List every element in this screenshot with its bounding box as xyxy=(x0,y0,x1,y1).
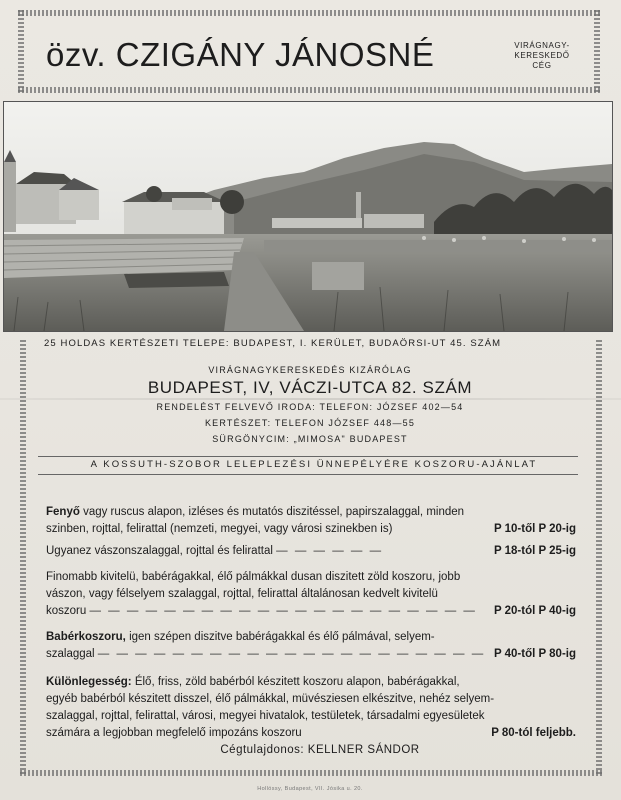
right-body-border-decoration xyxy=(596,340,602,776)
offer-text: vagy ruscus alapon, izléses és mutatós diszitéssel, papirszalaggal, minden xyxy=(79,506,465,518)
shop-intro: VIRÁGNAGYKERESKEDÉS KIZÁRÓLAG xyxy=(208,365,412,375)
offer-text: számára a legjobban megfelelő impozáns koszoru xyxy=(46,727,302,739)
offer-price: P 80-tól feljebb. xyxy=(491,727,576,739)
offer-text: vászon, vagy félselyem szalaggal, rojttal, felirattal általánosan kedvelt kivitelü xyxy=(46,588,438,600)
left-body-border-decoration xyxy=(20,340,26,776)
telegram-address: SÜRGÖNYCIM: „MIMOSA" BUDAPEST xyxy=(212,434,408,444)
offer-name: Különlegesség: xyxy=(46,676,132,688)
dash-leader: — — — — — — xyxy=(276,545,384,557)
offer-item xyxy=(46,674,576,742)
left-header-border-decoration xyxy=(18,10,24,92)
office-phone: RENDELÉST FELVEVŐ IRODA: TELEFON: JÓZSEF 402—54 xyxy=(156,402,464,412)
garden-phone: KERTÉSZET: TELEFON JÓZSEF 448—55 xyxy=(204,418,416,428)
offer-price: P 10-től P 20-ig xyxy=(493,523,576,535)
dash-leader: — — — — — — — — — — — — — — — — — — — — — xyxy=(97,648,486,660)
offer-item xyxy=(46,504,576,538)
offer-text: koszoru xyxy=(46,605,87,617)
owner-line: Cégtulajdonos: KELLNER SÁNDOR xyxy=(220,744,420,756)
nursery-location: 25 HOLDAS KERTÉSZETI TELEPE: BUDAPEST, I. KERÜLET, BUDAÖRSI-UT 45. SZÁM xyxy=(44,338,502,349)
printer-imprint: Hollóssy, Budapest, VII. Jósika u. 20. xyxy=(257,786,363,792)
offer-name: Babérkoszoru, xyxy=(46,631,126,643)
header xyxy=(46,36,606,84)
top-border-decoration xyxy=(18,10,600,16)
offer-price: P 20-tól P 40-ig xyxy=(493,605,576,617)
offer-price: P 40-től P 80-ig xyxy=(493,648,576,660)
dash-leader: — — — — — — — — — — — — — — — — — — — — — xyxy=(89,605,477,617)
offer-item xyxy=(46,569,576,620)
shop-address: BUDAPEST, IV, VÁCZI-UTCA 82. SZÁM xyxy=(147,378,473,397)
nursery-photograph xyxy=(3,101,613,332)
company-subtitle xyxy=(502,41,582,71)
offer-text: egyéb babérból készitett disszel, élő pálmákkal, müvésziesen elkészitve, nehéz selyem- xyxy=(46,693,495,705)
subtitle-line: KERESKEDŐ xyxy=(514,51,570,60)
offer-text: Finomabb kivitelü, babérágakkal, élő pálmákkal dusan diszitett zöld koszoru, jobb xyxy=(46,571,461,583)
paper-fold xyxy=(0,398,621,400)
offer-price: P 18-tól P 25-ig xyxy=(493,545,576,557)
offer-text: Élő, friss, zöld babérból készitett koszoru alapon, babérágakkal, xyxy=(131,676,460,688)
offer-text: szalaggal xyxy=(46,648,95,660)
company-title: özv. CZIGÁNY JÁNOSNÉ xyxy=(46,36,435,73)
subtitle-line: VIRÁGNAGY- xyxy=(514,41,570,50)
offer-text: szalaggal, rojttal, felirattal, városi, megyei hivatalok, testületek, társadalmi egyesületek xyxy=(46,710,485,722)
offer-title: A KOSSUTH-SZOBOR LELEPLEZÉSI ÜNNEPÉLYÉRE KOSZORU-AJÁNLAT xyxy=(90,459,538,470)
offer-title-rule-bottom xyxy=(38,474,578,475)
offer-text: szinben, rojttal, felirattal (nemzeti, megyei, vagy városi szinekben is) xyxy=(46,523,393,535)
bottom-border-decoration xyxy=(20,770,602,776)
offer-name: Fenyő xyxy=(46,506,80,518)
offer-title-rule-top xyxy=(38,456,578,457)
offer-text: Ugyanez vászonszalaggal, rojttal és felirattal xyxy=(46,545,273,557)
subtitle-line: CÉG xyxy=(532,61,552,70)
offer-item xyxy=(46,543,576,560)
offer-item xyxy=(46,629,576,663)
header-bottom-border-decoration xyxy=(18,87,600,93)
nursery-photo-illustration xyxy=(4,102,612,331)
offer-text: igen szépen diszitve babérágakkal és élő pálmával, selyem- xyxy=(125,631,435,643)
